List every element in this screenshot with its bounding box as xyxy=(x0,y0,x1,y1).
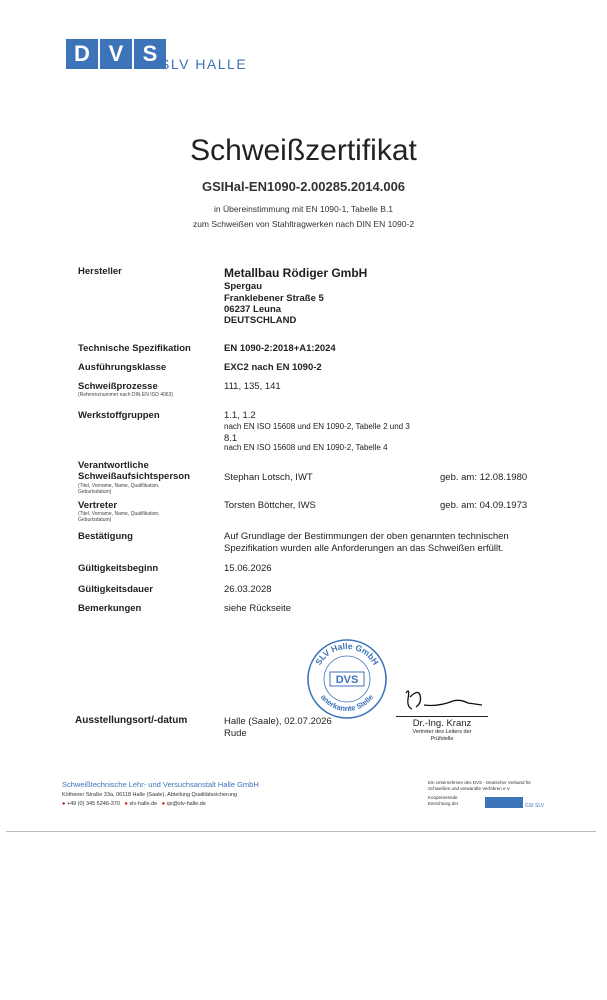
footer-logo-text: GSI SLV xyxy=(525,803,545,809)
footer-divider xyxy=(6,831,596,832)
footer-org: Schweißtechnische Lehr- und Versuchsanstalt Halle GmbH xyxy=(62,780,259,789)
supervisor-value: Stephan Lotsch, IWT xyxy=(224,472,313,483)
welding-processes-note: (Referenznummer nach DIN EN ISO 4063) xyxy=(78,392,174,398)
material-group-line: 8.1 xyxy=(224,433,238,444)
footer-web[interactable]: slv-halle.de xyxy=(129,801,158,807)
valid-until-value: 26.03.2028 xyxy=(224,584,272,595)
stamp-top-text: SLV Halle GmbH xyxy=(313,640,381,667)
valid-from-label: Gültigkeitsbeginn xyxy=(78,563,159,574)
supervisor-birth: geb. am: 12.08.1980 xyxy=(440,472,528,483)
confirmation-line-2: Spezifikation wurden alle Anforderungen an das Schweißen erfüllt. xyxy=(224,543,504,554)
material-groups-label: Werkstoffgruppen xyxy=(78,410,160,421)
logo-letter-s: S xyxy=(134,39,166,69)
footer-contacts xyxy=(62,801,206,807)
supervisor-note-2: Geburtsdatum) xyxy=(78,489,112,495)
address-line: Spergau xyxy=(224,281,263,292)
material-group-line: nach EN ISO 15608 und EN 1090-2, Tabelle 4 xyxy=(224,443,388,452)
web-icon: ● xyxy=(124,801,128,807)
phone-icon: ● xyxy=(62,801,66,807)
footer-right-line: Kooperierende xyxy=(428,795,458,800)
signer-name: Dr.-Ing. Kranz xyxy=(412,718,472,729)
remarks-label: Bemerkungen xyxy=(78,603,142,614)
footer-address: Köthener Straße 33a, 06118 Halle (Saale), Abteilung Qualitätssicherung xyxy=(62,792,238,798)
material-group-line: nach EN ISO 15608 und EN 1090-2, Tabelle 2 und 3 xyxy=(224,422,410,431)
execution-class-label: Ausführungsklasse xyxy=(78,362,167,373)
stamp-center: DVS xyxy=(335,674,359,686)
footer-email[interactable]: qs@slv-halle.de xyxy=(166,801,206,807)
supervisor-label-2: Schweißaufsichtsperson xyxy=(78,471,190,482)
footer-right-line: Ein Unternehmen des DVS - Deutscher Verband für xyxy=(428,780,532,785)
logo-letter-v: V xyxy=(100,39,132,69)
address-line: 06237 Leuna xyxy=(224,304,282,315)
subtitle-line-1: in Übereinstimmung mit EN 1090-1, Tabelle B.1 xyxy=(214,204,393,214)
company-name: Metallbau Rödiger GmbH xyxy=(224,266,368,280)
deputy-note-1: (Titel, Vorname, Name, Qualifikation, xyxy=(78,511,160,517)
signer-role-2: Prüfstelle xyxy=(430,736,454,742)
deputy-value: Torsten Böttcher, IWS xyxy=(224,500,316,511)
stamp-bottom-text: anerkannte Stelle xyxy=(318,692,376,714)
footer-phone: +49 (0) 345 5246-370 xyxy=(66,801,120,807)
remarks-value: siehe Rückseite xyxy=(224,603,292,614)
subtitle-line-2: zum Schweißen von Stahltragwerken nach DIN EN 1090-2 xyxy=(192,219,415,229)
deputy-label: Vertreter xyxy=(78,500,118,511)
official-stamp xyxy=(306,638,388,720)
signature-mark xyxy=(398,685,488,717)
footer-right-line: Einrichtung der xyxy=(428,800,459,806)
signature-line xyxy=(396,716,488,717)
signer-role-1: Vertreter des Leiters der xyxy=(412,729,472,735)
deputy-note-2: Geburtsdatum) xyxy=(78,517,112,523)
material-group-line: 1.1, 1.2 xyxy=(224,410,256,421)
svg-text:anerkannte Stelle xyxy=(319,693,375,713)
tech-spec-label: Technische Spezifikation xyxy=(78,343,191,354)
address-line: DEUTSCHLAND xyxy=(224,315,297,326)
welding-processes-label: Schweißprozesse xyxy=(78,381,158,392)
confirmation-label: Bestätigung xyxy=(78,531,133,542)
logo-text: SLV HALLE xyxy=(160,56,248,72)
svg-text:SLV Halle GmbH xyxy=(313,641,381,667)
issue-label: Ausstellungsort/-datum xyxy=(75,715,188,726)
deputy-birth: geb. am: 04.09.1973 xyxy=(440,500,528,511)
address-line: Franklebener Straße 5 xyxy=(224,293,324,304)
dvs-logo xyxy=(66,39,166,69)
footer-right-line: Schweißen und verwandte Verfahren e.V. xyxy=(428,785,511,791)
manufacturer-label: Hersteller xyxy=(78,266,122,277)
certificate-number: GSIHal-EN1090-2.00285.2014.006 xyxy=(201,179,406,194)
document-title: Schweißzertifikat xyxy=(190,134,417,167)
supervisor-label-1: Verantwortliche xyxy=(78,460,149,471)
issue-issuer: Rude xyxy=(224,728,247,739)
execution-class-value: EXC2 nach EN 1090-2 xyxy=(224,362,322,373)
logo-letter-d: D xyxy=(66,39,98,69)
welding-processes-value: 111, 135, 141 xyxy=(224,381,281,392)
valid-until-label: Gültigkeitsdauer xyxy=(78,584,153,595)
mail-icon: ● xyxy=(161,801,166,807)
tech-spec-value: EN 1090-2:2018+A1:2024 xyxy=(224,343,336,354)
confirmation-line-1: Auf Grundlage der Bestimmungen der oben genannten technischen xyxy=(224,531,509,542)
footer-dvs-logo xyxy=(485,797,523,808)
valid-from-value: 15.06.2026 xyxy=(224,563,272,574)
supervisor-note-1: (Titel, Vorname, Name, Qualifikation, xyxy=(78,483,160,489)
issue-place-date: Halle (Saale), 02.07.2026 xyxy=(224,716,332,727)
